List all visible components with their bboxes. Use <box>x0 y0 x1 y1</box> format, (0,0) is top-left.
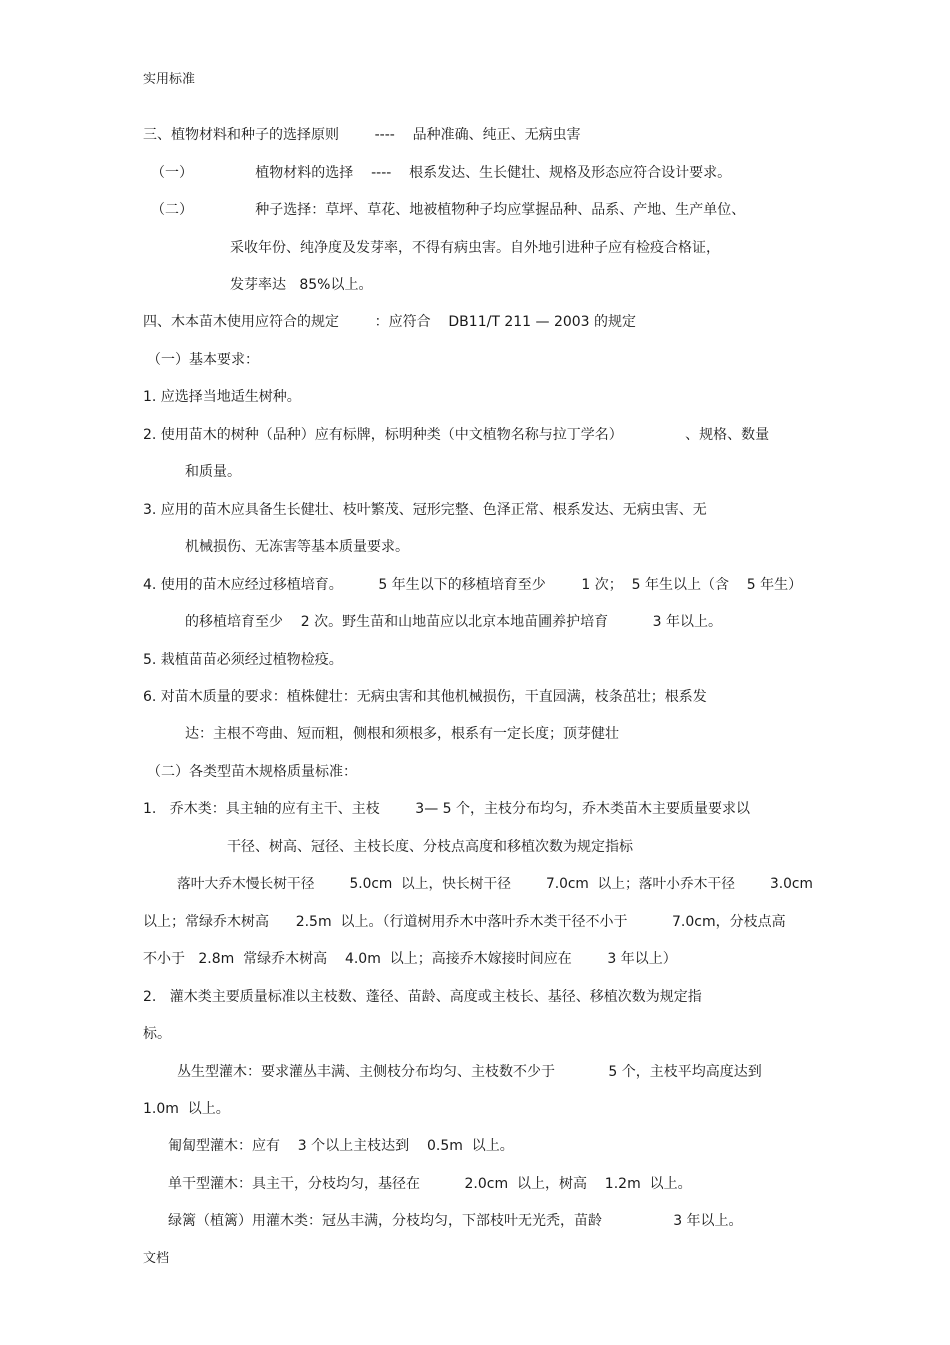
text-line: 2. 使用苗木的树种（品种）应有标牌，标明种类（中文植物名称与拉丁学名） 、规格、数量 <box>143 427 770 443</box>
text-line: 以上；常绿乔木树高 2.5m 以上。（行道树用乔木中落叶乔木类干径不小于 7.0cm，分枝点高 <box>143 914 786 930</box>
page-header: 实用标准 <box>143 72 196 87</box>
subheading: （二）各类型苗木规格质量标准： <box>147 764 357 780</box>
text-line: 5. 栽植苗苗必须经过植物检疫。 <box>143 652 343 668</box>
text-line: 和质量。 <box>185 464 241 480</box>
text-line: 2. 灌木类主要质量标准以主枝数、蓬径、苗龄、高度或主枝长、基径、移植次数为规定指 <box>143 989 702 1005</box>
text-line: 采收年份、纯净度及发芽率，不得有病虫害。自外地引进种子应有检疫合格证， <box>230 240 720 256</box>
text-line: 发芽率达 85%以上。 <box>230 277 373 293</box>
text-line: 机械损伤、无冻害等基本质量要求。 <box>185 539 409 555</box>
text-line: 1.0m 以上。 <box>143 1101 230 1117</box>
text-line: 4. 使用的苗木应经过移植培育。 5 年生以下的移植培育至少 1 次； 5 年生以上（含 5 年生） <box>143 577 803 593</box>
subheading: （一）基本要求： <box>147 352 259 368</box>
text-line: 的移植培育至少 2 次。野生苗和山地苗应以北京本地苗圃养护培育 3 年以上。 <box>185 614 723 630</box>
page-footer: 文档 <box>143 1251 170 1266</box>
text-line: 单干型灌木：具主干，分枝均匀，基径在 2.0cm 以上，树高 1.2m 以上。 <box>168 1176 692 1192</box>
text-line: 不小于 2.8m 常绿乔木树高 4.0m 以上；高接乔木嫁接时间应在 3 年以上） <box>143 951 677 967</box>
text-line: 绿篱（植篱）用灌木类：冠丛丰满，分枝均匀，下部枝叶无光秃，苗龄 3 年以上。 <box>168 1213 743 1229</box>
text-line: 标。 <box>143 1026 171 1042</box>
text-line: （一） 植物材料的选择 ---- 根系发达、生长健壮、规格及形态应符合设计要求。 <box>151 165 732 181</box>
text-line: 6. 对苗木质量的要求：植株健壮：无病虫害和其他机械损伤，干直园满，枝条茁壮；根系发 <box>143 689 707 705</box>
text-line: 落叶大乔木慢长树干径 5.0cm 以上，快长树干径 7.0cm 以上；落叶小乔木干径 3.0cm <box>177 876 813 892</box>
text-line: （二） 种子选择：草坪、草花、地被植物种子均应掌握品种、品系、产地、生产单位、 <box>151 202 746 218</box>
heading-section-3: 三、植物材料和种子的选择原则 ---- 品种准确、纯正、无病虫害 <box>143 127 581 143</box>
text-line: 匍匐型灌木：应有 3 个以上主枝达到 0.5m 以上。 <box>168 1138 514 1154</box>
text-line: 3. 应用的苗木应具备生长健壮、枝叶繁茂、冠形完整、色泽正常、根系发达、无病虫害、无 <box>143 502 707 518</box>
text-line: 达：主根不弯曲、短而粗，侧根和须根多，根系有一定长度；顶芽健壮 <box>185 726 619 742</box>
text-line: 1. 应选择当地适生树种。 <box>143 389 301 405</box>
text-line: 1. 乔木类：具主轴的应有主干、主枝 3— 5 个，主枝分布均匀，乔木类苗木主要质量要求以 <box>143 801 751 817</box>
text-line: 干径、树高、冠径、主枝长度、分枝点高度和移植次数为规定指标 <box>227 839 633 855</box>
text-line: 丛生型灌木：要求灌丛丰满、主侧枝分布均匀、主枝数不少于 5 个，主枝平均高度达到 <box>177 1064 762 1080</box>
heading-section-4: 四、木本苗木使用应符合的规定 ：应符合 DB11/T 211 — 2003 的规定 <box>143 314 637 330</box>
